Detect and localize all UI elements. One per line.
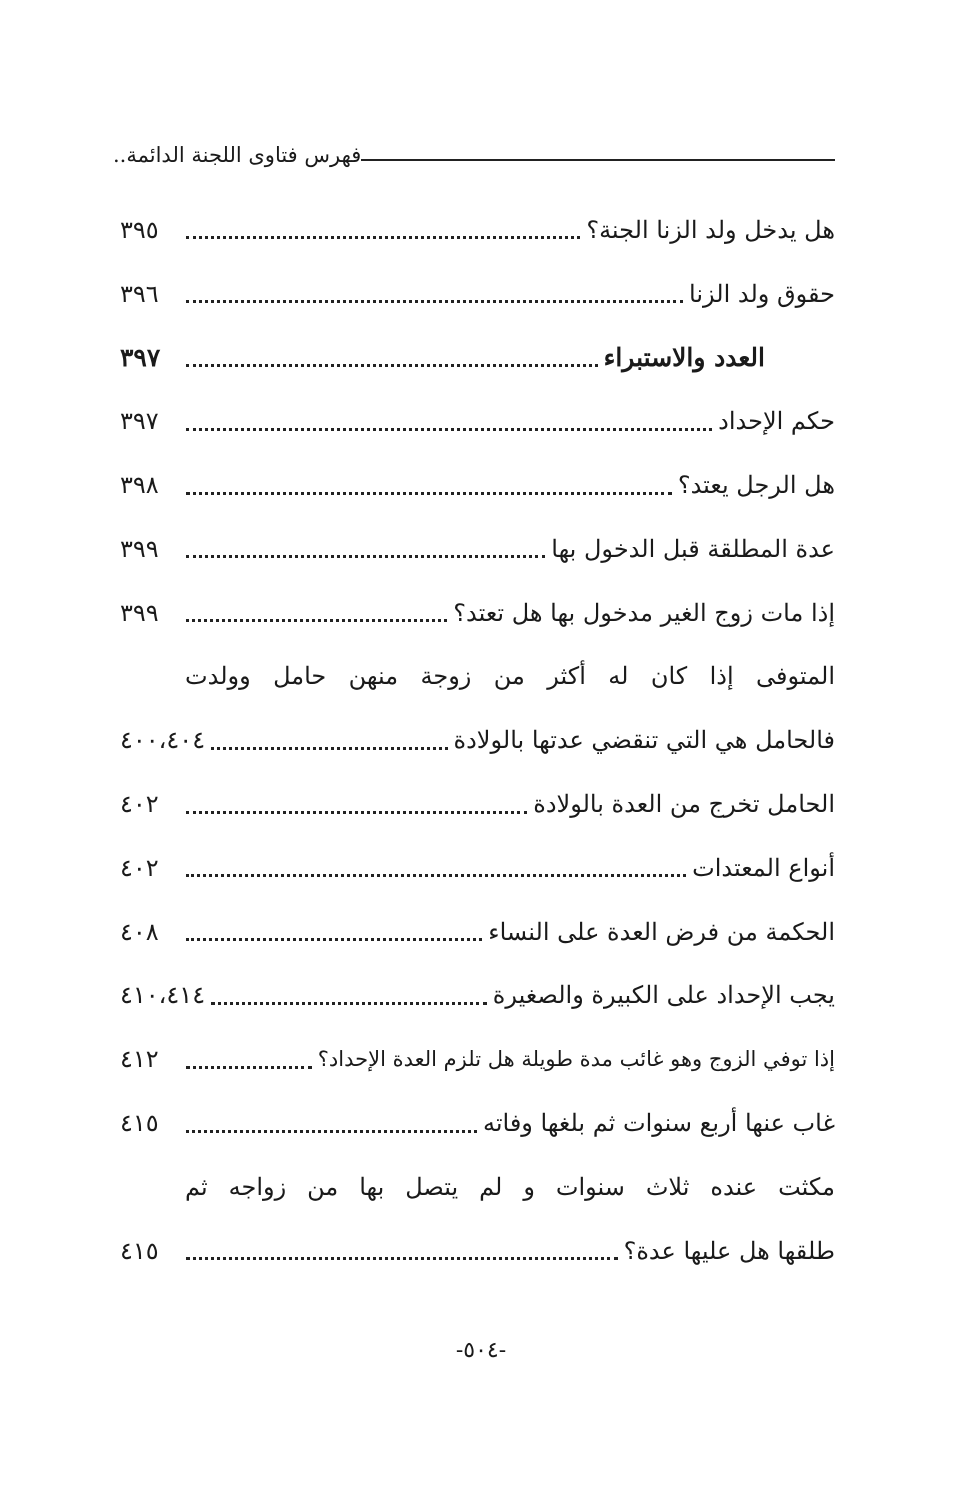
toc-entry-line bbox=[120, 1155, 835, 1219]
toc-entry bbox=[120, 389, 835, 453]
dot-leader bbox=[211, 1002, 487, 1005]
dot-leader bbox=[186, 555, 545, 558]
dot-leader bbox=[186, 874, 686, 877]
header-rule bbox=[361, 159, 835, 161]
toc-entry-title: الحكمة من فرض العدة على النساء bbox=[488, 917, 835, 946]
toc-page-number: ٤١٢ bbox=[120, 1045, 159, 1074]
toc-entry-title: المتوفى إذا كان له أكثر من زوجة منهن حامل وولدت bbox=[185, 662, 836, 691]
toc-page-number: ٤١٠،٤١٤ bbox=[120, 981, 206, 1010]
toc-entry bbox=[120, 1219, 835, 1283]
toc-entry-title: إذا مات زوج الغير مدخول بها هل تعتد؟ bbox=[453, 598, 835, 627]
toc-entry-line bbox=[120, 645, 835, 709]
dot-leader bbox=[186, 1257, 618, 1260]
toc-entry-title: يجب الإحداد على الكبيرة والصغيرة bbox=[492, 981, 835, 1010]
toc-entry bbox=[120, 453, 835, 517]
toc-page-number: ٣٩٧ bbox=[120, 407, 159, 436]
dot-leader bbox=[186, 619, 447, 622]
toc-entry bbox=[120, 262, 835, 326]
running-header-title: فهرس فتاوى اللجنة الدائمة.. bbox=[113, 143, 362, 167]
toc-page-number: ٣٩٩ bbox=[120, 598, 159, 627]
toc-entry bbox=[120, 1091, 835, 1155]
toc-section-heading bbox=[120, 326, 835, 390]
toc-entry-title: إذا توفي الزوج وهو غائب مدة طويلة هل تلزم العدة الإحداد؟ bbox=[317, 1047, 835, 1072]
toc-entry bbox=[120, 836, 835, 900]
dot-leader bbox=[211, 747, 447, 750]
dot-leader bbox=[186, 236, 580, 239]
toc-entry bbox=[120, 581, 835, 645]
toc-page-number: ٤١٥ bbox=[120, 1109, 159, 1138]
toc-entry bbox=[120, 708, 835, 772]
toc-page-number: ٤١٥ bbox=[120, 1236, 159, 1265]
toc-entry-title: أنواع المعتدات bbox=[692, 853, 835, 882]
dot-leader bbox=[186, 1066, 312, 1069]
dot-leader bbox=[186, 1130, 477, 1133]
toc-entry bbox=[120, 1027, 835, 1091]
toc-entry bbox=[120, 964, 835, 1028]
toc-entry-title: حكم الإحداد bbox=[718, 407, 835, 436]
toc-page-number: ٤٠٨ bbox=[120, 917, 159, 946]
toc-entry-title: غاب عنها أربع سنوات ثم بلغها وفاته bbox=[482, 1109, 835, 1138]
toc-entry-title: طلقها هل عليها عدة؟ bbox=[623, 1236, 835, 1265]
toc-entry bbox=[120, 198, 835, 262]
toc-section-title: العدد والاستبراء bbox=[603, 342, 765, 372]
table-of-contents bbox=[120, 198, 835, 1283]
page-number: -٥٠٤- bbox=[455, 1338, 507, 1363]
toc-page-number: ٣٩٥ bbox=[120, 215, 159, 244]
toc-page-number: ٣٩٩ bbox=[120, 534, 159, 563]
toc-entry bbox=[120, 517, 835, 581]
toc-entry-title: هل الرجل يعتد؟ bbox=[677, 471, 835, 500]
toc-page-number: ٤٠٠،٤٠٤ bbox=[120, 726, 206, 755]
toc-page-number: ٤٠٢ bbox=[120, 790, 159, 819]
toc-page-number: ٤٠٢ bbox=[120, 853, 159, 882]
toc-entry bbox=[120, 900, 835, 964]
toc-page-number: ٣٩٧ bbox=[120, 342, 161, 372]
dot-leader bbox=[186, 428, 712, 431]
toc-entry-title: عدة المطلقة قبل الدخول بها bbox=[551, 534, 835, 563]
toc-entry bbox=[120, 772, 835, 836]
toc-entry-title: فالحامل هي التي تنقضي عدتها بالولادة bbox=[453, 726, 835, 755]
dot-leader bbox=[186, 300, 683, 303]
toc-entry-title: الحامل تخرج من العدة بالولادة bbox=[533, 790, 835, 819]
dot-leader bbox=[186, 938, 482, 941]
running-header bbox=[105, 138, 835, 172]
toc-entry-title: حقوق ولد الزنا bbox=[689, 279, 835, 308]
toc-entry-title: هل يدخل ولد الزنا الجنة؟ bbox=[586, 215, 835, 244]
toc-page-number: ٣٩٦ bbox=[120, 279, 159, 308]
dot-leader bbox=[186, 811, 527, 814]
toc-page-number: ٣٩٨ bbox=[120, 471, 159, 500]
dot-leader bbox=[186, 492, 672, 495]
toc-entry-title: مكثت عنده ثلاث سنوات و لم يتصل بها من زواجه ثم bbox=[185, 1172, 835, 1201]
dot-leader bbox=[186, 364, 598, 367]
